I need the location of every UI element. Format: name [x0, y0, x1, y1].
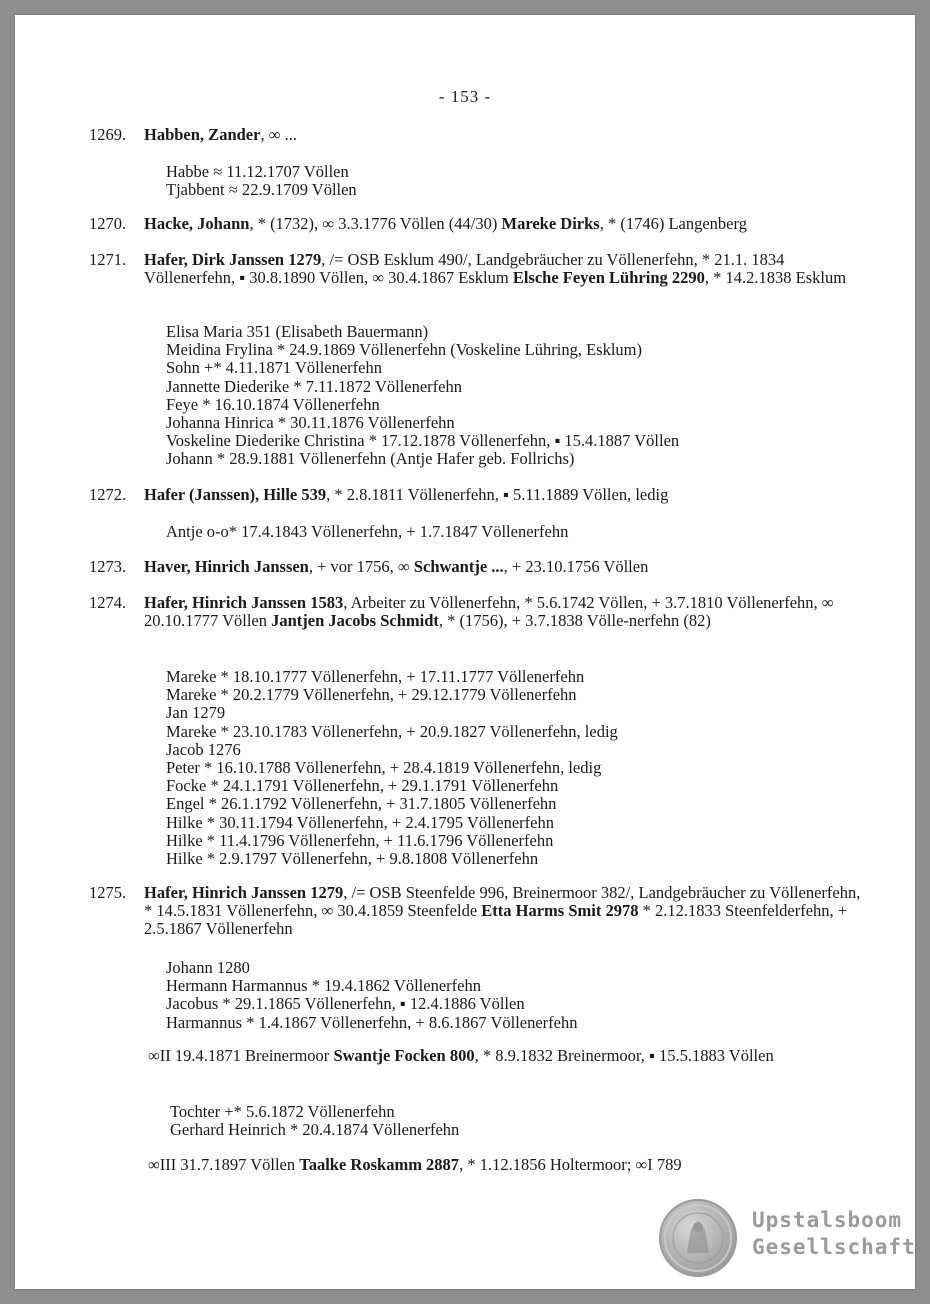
entry-name: Hafer (Janssen), Hille 539 — [144, 485, 327, 504]
child-item: Tochter +* 5.6.1872 Völlenerfehn — [170, 1102, 395, 1121]
spouse-name: Schwantje ... — [413, 557, 504, 576]
upstalsboom-logo — [659, 1199, 916, 1275]
entry-name: Hafer, Hinrich Janssen 1583 — [144, 593, 344, 612]
document-page — [15, 15, 915, 1289]
child-item: Engel * 26.1.1792 Völlenerfehn, + 31.7.1805 Völlenerfehn — [166, 794, 557, 814]
children-1271 — [166, 323, 679, 469]
child-item: Antje o-o* 17.4.1843 Völlenerfehn, + 1.7.1847 Völlenerfehn — [166, 522, 569, 541]
child-item: Johann 1280 — [166, 958, 250, 977]
child-item: Johanna Hinrica * 30.11.1876 Völlenerfehn — [166, 413, 455, 433]
spouse-details: * 2.12.1833 Steenfelderfehn, + 2.5.1867 Völlenerfehn — [144, 901, 848, 938]
child-item: Hilke * 30.11.1794 Völlenerfehn, + 2.4.1795 Völlenerfehn — [166, 812, 554, 832]
spouse-details: , * (1746) Langenberg — [599, 214, 747, 233]
logo-text — [752, 1207, 916, 1261]
child-item: Hermann Harmannus * 19.4.1862 Völlenerfehn — [166, 976, 481, 996]
spouse-name: Swantje Focken 800 — [333, 1046, 475, 1065]
entry-number: 1275. — [89, 883, 127, 902]
marriage-details: ∞III 31.7.1897 Völlen — [148, 1155, 300, 1174]
child-item: Mareke * 18.10.1777 Völlenerfehn, + 17.11.1777 Völlenerfehn — [166, 667, 585, 686]
child-item: Elisa Maria 351 (Elisabeth Bauermann) — [166, 322, 429, 341]
child-item: Hilke * 11.4.1796 Völlenerfehn, + 11.6.1796 Völlenerfehn — [166, 830, 554, 850]
spouse-name: Mareke Dirks — [501, 214, 600, 233]
children-1272 — [166, 523, 568, 541]
child-item: Peter * 16.10.1788 Völlenerfehn, + 28.4.1819 Völlenerfehn, ledig — [166, 758, 602, 778]
child-item: Habbe ≈ 11.12.1707 Völlen — [166, 162, 349, 181]
entry-number: 1270. — [89, 214, 127, 233]
child-item: Voskeline Diederike Christina * 17.12.1878 Völlenerfehn, ▪ 15.4.1887 Völlen — [166, 431, 680, 451]
entry-details: , * (1732), ∞ 3.3.1776 Völlen (44/30) — [249, 214, 502, 233]
child-item: Meidina Frylina * 24.9.1869 Völlenerfehn (Voskeline Lühring, Esklum) — [166, 340, 642, 360]
spouse-name: Elsche Feyen Lühring 2290 — [512, 268, 705, 287]
child-item: Johann * 28.9.1881 Völlenerfehn (Antje Hafer geb. Follrichs) — [166, 449, 575, 469]
entry-name: Haver, Hinrich Janssen — [144, 557, 309, 576]
child-item: Feye * 16.10.1874 Völlenerfehn — [166, 394, 380, 414]
third-marriage — [148, 1156, 848, 1174]
child-item: Jan 1279 — [166, 703, 226, 723]
page-number: - 153 - — [438, 87, 492, 106]
logo-line-1: Upstalsboom — [752, 1208, 903, 1232]
seal-icon — [659, 1199, 737, 1277]
spouse-details: , * 14.2.1838 Esklum — [704, 268, 847, 287]
marriage-details: ∞II 19.4.1871 Breinermoor — [148, 1046, 334, 1065]
spouse-details: , * (1756), + 3.7.1838 Völle-nerfehn (82) — [438, 611, 711, 630]
entry-name: Hafer, Dirk Janssen 1279 — [144, 250, 322, 269]
child-item: Gerhard Heinrich * 20.4.1874 Völlenerfehn — [170, 1120, 460, 1140]
entry-number: 1272. — [89, 485, 127, 504]
entry-details: , ∞ ... — [260, 125, 297, 144]
children-second-marriage — [170, 1103, 459, 1139]
child-item: Jacobus * 29.1.1865 Völlenerfehn, ▪ 12.4.1886 Völlen — [166, 994, 525, 1014]
entry-number: 1271. — [89, 250, 127, 269]
logo-line-2: Gesellschaft — [752, 1235, 916, 1259]
entry-name: Habben, Zander — [144, 125, 261, 144]
spouse-name: Jantjen Jacobs Schmidt — [271, 611, 439, 630]
child-item: Jannette Diederike * 7.11.1872 Völlenerfehn — [166, 376, 462, 396]
entry-name: Hacke, Johann — [144, 214, 250, 233]
spouse-details: , * 8.9.1832 Breinermoor, ▪ 15.5.1883 Völlen — [474, 1046, 774, 1065]
children-1269 — [166, 163, 357, 199]
child-item: Mareke * 23.10.1783 Völlenerfehn, + 20.9.1827 Völlenerfehn, ledig — [166, 721, 618, 741]
second-marriage — [148, 1047, 848, 1065]
entry-details: , /= OSB Esklum 490/, Landgebräucher zu Völlenerfehn, * 21.1. 1834 Völlenerfehn, ▪ 30.8.1890 Völlen, ∞ 30.4.1867 Esklum — [144, 250, 785, 287]
spouse-details: , + 23.10.1756 Völlen — [503, 557, 649, 576]
child-item: Jacob 1276 — [166, 739, 241, 759]
children-1274 — [166, 668, 618, 868]
entry-number: 1274. — [89, 593, 127, 612]
child-item: Sohn +* 4.11.1871 Völlenerfehn — [166, 358, 382, 378]
entry-details: , * 2.8.1811 Völlenerfehn, ▪ 5.11.1889 Völlen, ledig — [326, 485, 669, 504]
spouse-name: Taalke Roskamm 2887 — [299, 1155, 460, 1174]
child-item: Hilke * 2.9.1797 Völlenerfehn, + 9.8.1808 Völlenerfehn — [166, 849, 539, 869]
spouse-name: Etta Harms Smit 2978 — [481, 901, 639, 920]
entry-details: , /= OSB Steenfelde 996, Breinermoor 382/, Landgebräucher zu Völlenerfehn, * 14.5.1831 Völlenerfehn, ∞ 30.4.1859 Steenfelde — [144, 883, 861, 920]
entry-number: 1273. — [89, 557, 127, 576]
spouse-details: , * 1.12.1856 Holtermoor; ∞I 789 — [459, 1155, 682, 1174]
entry-details: , + vor 1756, ∞ — [308, 557, 414, 576]
entry-name: Hafer, Hinrich Janssen 1279 — [144, 883, 344, 902]
children-1275 — [166, 959, 578, 1032]
entry-number: 1269. — [89, 125, 127, 144]
child-item: Mareke * 20.2.1779 Völlenerfehn, + 29.12.1779 Völlenerfehn — [166, 685, 577, 705]
child-item: Harmannus * 1.4.1867 Völlenerfehn, + 8.6.1867 Völlenerfehn — [166, 1012, 578, 1032]
child-item: Tjabbent ≈ 22.9.1709 Völlen — [166, 180, 357, 200]
child-item: Focke * 24.1.1791 Völlenerfehn, + 29.1.1791 Völlenerfehn — [166, 776, 559, 796]
entry-details: , Arbeiter zu Völlenerfehn, * 5.6.1742 Völlen, + 3.7.1810 Völlenerfehn, ∞ 20.10.1777 Völlen — [144, 593, 834, 630]
